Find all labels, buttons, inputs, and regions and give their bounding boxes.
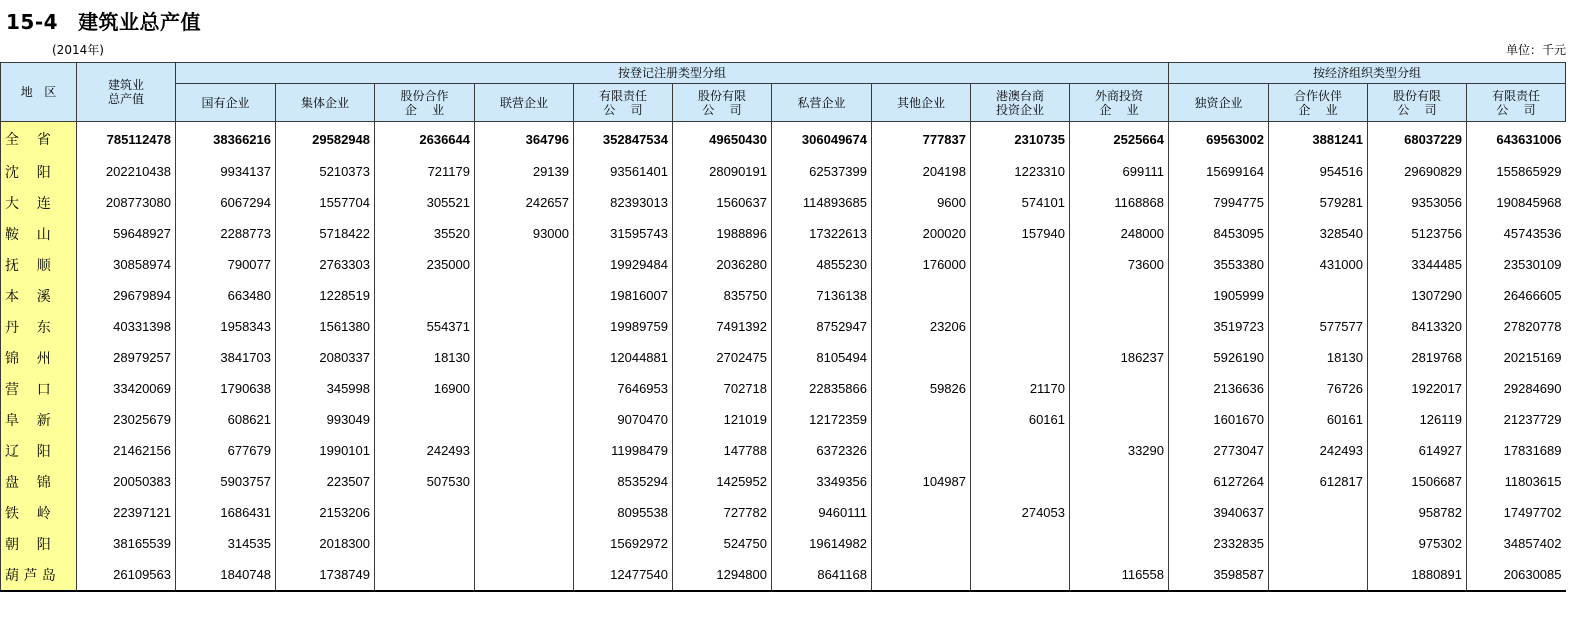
value-cell: 8453095 — [1169, 218, 1269, 249]
value-cell: 9460111 — [772, 497, 872, 528]
header-group-economic: 按经济组织类型分组 — [1169, 63, 1566, 84]
header-col-13: 有限责任 公 司 — [1467, 84, 1566, 122]
value-cell: 3598587 — [1169, 559, 1269, 591]
value-cell: 4855230 — [772, 249, 872, 280]
value-cell: 104987 — [872, 466, 971, 497]
total-cell: 23025679 — [77, 404, 176, 435]
value-cell: 1307290 — [1368, 280, 1467, 311]
header-col-9: 外商投资 企 业 — [1070, 84, 1169, 122]
value-cell: 1557704 — [276, 187, 375, 218]
value-cell: 993049 — [276, 404, 375, 435]
value-cell: 305521 — [375, 187, 475, 218]
table-row — [1, 187, 1566, 218]
value-cell: 524750 — [673, 528, 772, 559]
value-cell: 27820778 — [1467, 311, 1566, 342]
header-col-7: 其他企业 — [872, 84, 971, 122]
value-cell: 186237 — [1070, 342, 1169, 373]
table-row — [1, 466, 1566, 497]
value-cell — [1269, 280, 1368, 311]
value-cell: 45743536 — [1467, 218, 1566, 249]
value-cell — [1070, 373, 1169, 404]
value-cell: 29139 — [475, 156, 574, 187]
value-cell: 28090191 — [673, 156, 772, 187]
region-cell: 全 省 — [1, 122, 77, 157]
value-cell: 126119 — [1368, 404, 1467, 435]
table-row — [1, 122, 1566, 157]
value-cell: 954516 — [1269, 156, 1368, 187]
value-cell: 8535294 — [574, 466, 673, 497]
total-cell: 22397121 — [77, 497, 176, 528]
value-cell: 3553380 — [1169, 249, 1269, 280]
unit-label: 单位：千元 — [1505, 43, 1566, 57]
value-cell: 274053 — [971, 497, 1070, 528]
value-cell: 3841703 — [176, 342, 276, 373]
value-cell: 15692972 — [574, 528, 673, 559]
value-cell — [971, 342, 1070, 373]
value-cell — [971, 435, 1070, 466]
value-cell: 9070470 — [574, 404, 673, 435]
value-cell: 235000 — [375, 249, 475, 280]
value-cell: 9353056 — [1368, 187, 1467, 218]
value-cell: 306049674 — [772, 122, 872, 157]
value-cell: 3940637 — [1169, 497, 1269, 528]
value-cell: 314535 — [176, 528, 276, 559]
value-cell: 62537399 — [772, 156, 872, 187]
value-cell: 1560637 — [673, 187, 772, 218]
total-cell: 202210438 — [77, 156, 176, 187]
value-cell: 5903757 — [176, 466, 276, 497]
value-cell: 1738749 — [276, 559, 375, 591]
table-row — [1, 373, 1566, 404]
value-cell — [1070, 528, 1169, 559]
value-cell: 6372326 — [772, 435, 872, 466]
value-cell: 21237729 — [1467, 404, 1566, 435]
table-row — [1, 311, 1566, 342]
value-cell — [475, 280, 574, 311]
value-cell: 352847534 — [574, 122, 673, 157]
value-cell — [1070, 280, 1169, 311]
total-cell: 59648927 — [77, 218, 176, 249]
header-col-1: 集体企业 — [276, 84, 375, 122]
value-cell: 22835866 — [772, 373, 872, 404]
value-cell: 19929484 — [574, 249, 673, 280]
value-cell: 699111 — [1070, 156, 1169, 187]
value-cell: 34857402 — [1467, 528, 1566, 559]
value-cell: 116558 — [1070, 559, 1169, 591]
header-col-11: 合作伙伴 企 业 — [1269, 84, 1368, 122]
value-cell: 8413320 — [1368, 311, 1467, 342]
total-cell: 28979257 — [77, 342, 176, 373]
header-col-4: 有限责任 公 司 — [574, 84, 673, 122]
value-cell — [971, 249, 1070, 280]
value-cell: 431000 — [1269, 249, 1368, 280]
value-cell: 9934137 — [176, 156, 276, 187]
value-cell — [475, 311, 574, 342]
value-cell: 223507 — [276, 466, 375, 497]
value-cell: 31595743 — [574, 218, 673, 249]
region-cell: 沈 阳 — [1, 156, 77, 187]
region-cell: 营 口 — [1, 373, 77, 404]
value-cell: 1294800 — [673, 559, 772, 591]
value-cell: 7491392 — [673, 311, 772, 342]
value-cell: 93561401 — [574, 156, 673, 187]
value-cell — [971, 280, 1070, 311]
value-cell: 1228519 — [276, 280, 375, 311]
value-cell: 777837 — [872, 122, 971, 157]
value-cell: 2525664 — [1070, 122, 1169, 157]
value-cell: 3349356 — [772, 466, 872, 497]
value-cell: 1922017 — [1368, 373, 1467, 404]
value-cell: 3519723 — [1169, 311, 1269, 342]
value-cell: 21170 — [971, 373, 1070, 404]
value-cell: 7136138 — [772, 280, 872, 311]
value-cell — [872, 404, 971, 435]
header-col-12: 股份有限 公 司 — [1368, 84, 1467, 122]
value-cell: 577577 — [1269, 311, 1368, 342]
value-cell: 12044881 — [574, 342, 673, 373]
value-cell — [872, 528, 971, 559]
value-cell: 2819768 — [1368, 342, 1467, 373]
value-cell: 3344485 — [1368, 249, 1467, 280]
value-cell: 8641168 — [772, 559, 872, 591]
value-cell: 1601670 — [1169, 404, 1269, 435]
value-cell: 33290 — [1070, 435, 1169, 466]
total-cell: 38165539 — [77, 528, 176, 559]
table-number: 15-4 — [6, 10, 59, 34]
value-cell: 345998 — [276, 373, 375, 404]
value-cell: 73600 — [1070, 249, 1169, 280]
value-cell: 29690829 — [1368, 156, 1467, 187]
value-cell: 248000 — [1070, 218, 1169, 249]
value-cell: 19989759 — [574, 311, 673, 342]
value-cell: 35520 — [375, 218, 475, 249]
value-cell: 18130 — [1269, 342, 1368, 373]
value-cell: 8752947 — [772, 311, 872, 342]
value-cell: 19614982 — [772, 528, 872, 559]
value-cell: 958782 — [1368, 497, 1467, 528]
value-cell: 2636644 — [375, 122, 475, 157]
value-cell — [872, 342, 971, 373]
region-cell: 丹 东 — [1, 311, 77, 342]
value-cell: 23206 — [872, 311, 971, 342]
value-cell: 2773047 — [1169, 435, 1269, 466]
value-cell — [475, 466, 574, 497]
value-cell: 8095538 — [574, 497, 673, 528]
value-cell: 157940 — [971, 218, 1070, 249]
value-cell: 38366216 — [176, 122, 276, 157]
value-cell: 2080337 — [276, 342, 375, 373]
value-cell — [375, 404, 475, 435]
value-cell — [475, 559, 574, 591]
region-cell: 抚 顺 — [1, 249, 77, 280]
value-cell: 554371 — [375, 311, 475, 342]
table-row — [1, 342, 1566, 373]
value-cell: 76726 — [1269, 373, 1368, 404]
value-cell: 121019 — [673, 404, 772, 435]
value-cell: 155865929 — [1467, 156, 1566, 187]
value-cell — [475, 497, 574, 528]
value-cell: 702718 — [673, 373, 772, 404]
value-cell: 242657 — [475, 187, 574, 218]
value-cell: 364796 — [475, 122, 574, 157]
value-cell: 2136636 — [1169, 373, 1269, 404]
value-cell: 15699164 — [1169, 156, 1269, 187]
value-cell — [872, 559, 971, 591]
value-cell: 328540 — [1269, 218, 1368, 249]
value-cell: 200020 — [872, 218, 971, 249]
value-cell: 6067294 — [176, 187, 276, 218]
value-cell — [475, 528, 574, 559]
value-cell: 2332835 — [1169, 528, 1269, 559]
value-cell: 5926190 — [1169, 342, 1269, 373]
value-cell: 1223310 — [971, 156, 1070, 187]
value-cell: 7646953 — [574, 373, 673, 404]
region-cell: 鞍 山 — [1, 218, 77, 249]
value-cell — [971, 559, 1070, 591]
value-cell: 69563002 — [1169, 122, 1269, 157]
value-cell: 835750 — [673, 280, 772, 311]
value-cell — [375, 497, 475, 528]
value-cell: 242493 — [1269, 435, 1368, 466]
value-cell: 507530 — [375, 466, 475, 497]
value-cell: 49650430 — [673, 122, 772, 157]
total-cell: 29679894 — [77, 280, 176, 311]
region-cell: 锦 州 — [1, 342, 77, 373]
value-cell: 26466605 — [1467, 280, 1566, 311]
value-cell: 11998479 — [574, 435, 673, 466]
value-cell — [971, 311, 1070, 342]
value-cell — [475, 249, 574, 280]
value-cell: 643631006 — [1467, 122, 1566, 157]
table-row — [1, 497, 1566, 528]
value-cell: 176000 — [872, 249, 971, 280]
value-cell: 1506687 — [1368, 466, 1467, 497]
value-cell: 18130 — [375, 342, 475, 373]
header-total: 建筑业 总产值 — [77, 63, 176, 122]
value-cell: 614927 — [1368, 435, 1467, 466]
table-row — [1, 559, 1566, 591]
value-cell: 60161 — [971, 404, 1070, 435]
header-region: 地 区 — [1, 63, 77, 122]
value-cell: 59826 — [872, 373, 971, 404]
value-cell: 1686431 — [176, 497, 276, 528]
value-cell: 23530109 — [1467, 249, 1566, 280]
value-cell — [1269, 559, 1368, 591]
value-cell: 612817 — [1269, 466, 1368, 497]
value-cell — [1070, 497, 1169, 528]
value-cell: 242493 — [375, 435, 475, 466]
value-cell: 1561380 — [276, 311, 375, 342]
value-cell: 1905999 — [1169, 280, 1269, 311]
value-cell: 82393013 — [574, 187, 673, 218]
value-cell: 2036280 — [673, 249, 772, 280]
value-cell — [375, 559, 475, 591]
value-cell: 1425952 — [673, 466, 772, 497]
total-cell: 40331398 — [77, 311, 176, 342]
value-cell: 2288773 — [176, 218, 276, 249]
value-cell: 1880891 — [1368, 559, 1467, 591]
table-row — [1, 280, 1566, 311]
total-cell: 26109563 — [77, 559, 176, 591]
value-cell: 721179 — [375, 156, 475, 187]
value-cell: 190845968 — [1467, 187, 1566, 218]
value-cell: 8105494 — [772, 342, 872, 373]
region-cell: 盘 锦 — [1, 466, 77, 497]
value-cell — [872, 280, 971, 311]
region-cell: 本 溪 — [1, 280, 77, 311]
value-cell — [872, 497, 971, 528]
total-cell: 208773080 — [77, 187, 176, 218]
value-cell: 60161 — [1269, 404, 1368, 435]
region-cell: 朝 阳 — [1, 528, 77, 559]
header-col-2: 股份合作 企 业 — [375, 84, 475, 122]
value-cell — [1070, 466, 1169, 497]
value-cell: 20215169 — [1467, 342, 1566, 373]
value-cell — [475, 435, 574, 466]
region-cell: 铁 岭 — [1, 497, 77, 528]
value-cell: 5123756 — [1368, 218, 1467, 249]
value-cell: 11803615 — [1467, 466, 1566, 497]
value-cell: 17497702 — [1467, 497, 1566, 528]
value-cell: 1958343 — [176, 311, 276, 342]
value-cell: 12477540 — [574, 559, 673, 591]
region-cell: 阜 新 — [1, 404, 77, 435]
header-col-3: 联营企业 — [475, 84, 574, 122]
value-cell: 12172359 — [772, 404, 872, 435]
table-row — [1, 218, 1566, 249]
value-cell: 727782 — [673, 497, 772, 528]
table-row — [1, 404, 1566, 435]
value-cell: 93000 — [475, 218, 574, 249]
table-row — [1, 435, 1566, 466]
value-cell: 2702475 — [673, 342, 772, 373]
table-row — [1, 249, 1566, 280]
header-col-8: 港澳台商 投资企业 — [971, 84, 1070, 122]
value-cell — [375, 528, 475, 559]
value-cell: 1790638 — [176, 373, 276, 404]
value-cell: 7994775 — [1169, 187, 1269, 218]
value-cell: 663480 — [176, 280, 276, 311]
total-cell: 21462156 — [77, 435, 176, 466]
total-cell: 20050383 — [77, 466, 176, 497]
value-cell: 1840748 — [176, 559, 276, 591]
value-cell — [475, 373, 574, 404]
value-cell: 579281 — [1269, 187, 1368, 218]
value-cell: 17322613 — [772, 218, 872, 249]
value-cell: 114893685 — [772, 187, 872, 218]
total-cell: 30858974 — [77, 249, 176, 280]
value-cell — [475, 404, 574, 435]
value-cell: 9600 — [872, 187, 971, 218]
table-row — [1, 156, 1566, 187]
value-cell: 147788 — [673, 435, 772, 466]
value-cell: 1168868 — [1070, 187, 1169, 218]
table-row — [1, 528, 1566, 559]
header-group-registration: 按登记注册类型分组 — [176, 63, 1169, 84]
value-cell: 608621 — [176, 404, 276, 435]
value-cell: 68037229 — [1368, 122, 1467, 157]
value-cell: 5210373 — [276, 156, 375, 187]
header-col-0: 国有企业 — [176, 84, 276, 122]
page-title — [6, 6, 201, 35]
value-cell: 1988896 — [673, 218, 772, 249]
value-cell — [1269, 497, 1368, 528]
value-cell — [375, 280, 475, 311]
value-cell: 2763303 — [276, 249, 375, 280]
value-cell — [475, 342, 574, 373]
value-cell: 2018300 — [276, 528, 375, 559]
value-cell: 6127264 — [1169, 466, 1269, 497]
value-cell — [971, 466, 1070, 497]
value-cell: 1990101 — [276, 435, 375, 466]
value-cell: 3881241 — [1269, 122, 1368, 157]
value-cell: 790077 — [176, 249, 276, 280]
region-cell: 辽 阳 — [1, 435, 77, 466]
header-col-6: 私营企业 — [772, 84, 872, 122]
header-col-10: 独资企业 — [1169, 84, 1269, 122]
value-cell — [1070, 404, 1169, 435]
value-cell: 16900 — [375, 373, 475, 404]
region-cell: 葫 芦 岛 — [1, 559, 77, 591]
total-cell: 785112478 — [77, 122, 176, 157]
region-cell: 大 连 — [1, 187, 77, 218]
value-cell — [1070, 311, 1169, 342]
table-title: 建筑业总产值 — [78, 10, 202, 34]
value-cell: 975302 — [1368, 528, 1467, 559]
value-cell: 29582948 — [276, 122, 375, 157]
data-table — [0, 62, 1566, 592]
header-col-5: 股份有限 公 司 — [673, 84, 772, 122]
value-cell — [971, 528, 1070, 559]
value-cell: 2310735 — [971, 122, 1070, 157]
value-cell: 17831689 — [1467, 435, 1566, 466]
value-cell: 29284690 — [1467, 373, 1566, 404]
value-cell: 5718422 — [276, 218, 375, 249]
year-label: (2014年) — [52, 43, 104, 57]
value-cell — [1269, 528, 1368, 559]
value-cell: 2153206 — [276, 497, 375, 528]
total-cell: 33420069 — [77, 373, 176, 404]
value-cell: 677679 — [176, 435, 276, 466]
value-cell: 574101 — [971, 187, 1070, 218]
value-cell — [872, 435, 971, 466]
value-cell: 204198 — [872, 156, 971, 187]
value-cell: 20630085 — [1467, 559, 1566, 591]
value-cell: 19816007 — [574, 280, 673, 311]
